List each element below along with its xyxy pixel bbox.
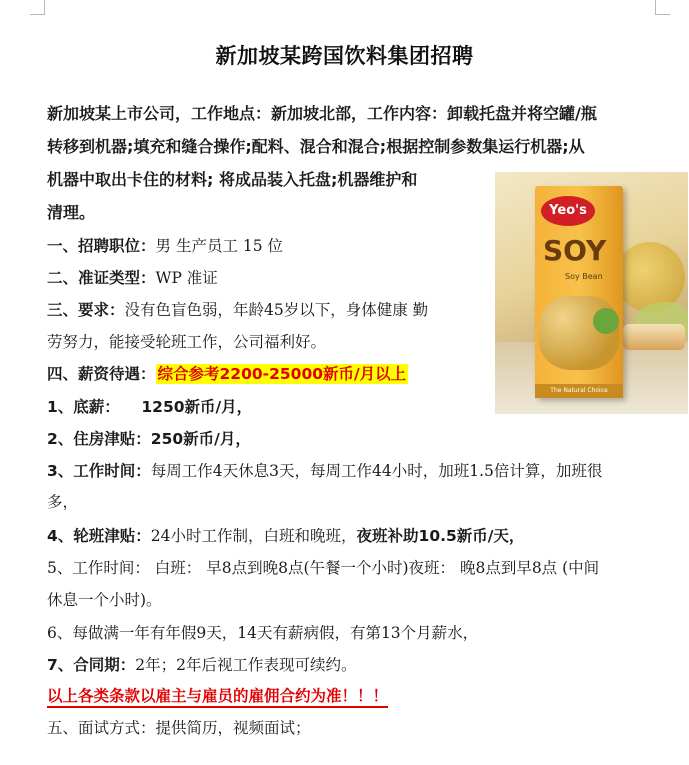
item-work-time-cont: 多， (47, 493, 79, 511)
item-base-salary-label: 1、底薪： (47, 398, 120, 416)
item-work-time (47, 461, 602, 481)
section-salary-label: 四、薪资待遇： (47, 365, 156, 383)
page-corner-mark-right (655, 0, 670, 15)
notice-text: 以上各类条款以雇主与雇员的雇佣合约为准！！！ (47, 687, 388, 708)
photo-bread (623, 324, 685, 350)
section-interview: 五、面试方式：提供简历，视频面试； (47, 719, 311, 737)
soy-leaf-image (593, 308, 619, 334)
pack-footer: The Natural Choice (535, 384, 623, 398)
section-requirements (47, 300, 428, 320)
intro-line-1: 新加坡某上市公司，工作地点：新加坡北部，工作内容：卸载托盘并将空罐/瓶 (47, 104, 597, 123)
item-work-time-label: 3、工作时间： (47, 462, 151, 480)
salary-highlight: 综合参考2200-25000新币/月以上 (157, 365, 407, 383)
item-contract-label: 7、合同期： (47, 656, 136, 674)
section-permit (47, 268, 218, 288)
section-permit-text: WP 准证 (155, 269, 218, 287)
brand-logo: Yeo's (541, 196, 595, 226)
item-leave: 6、每做满一年有年假9天，14天有薪病假，有第13个月薪水， (47, 624, 479, 642)
document-title: 新加坡某跨国饮料集团招聘 (215, 44, 474, 68)
intro-line-2: 转移到机器;填充和缝合操作;配料、混合和混合;根据控制参数集运行机器;从 (47, 137, 585, 156)
item-shift-allowance (47, 526, 524, 546)
item-shift-hours: 5、工作时间： 白班： 早8点到晚8点(午餐一个小时)夜班： 晚8点到早8点 (中间 (47, 559, 600, 577)
section-requirements-cont: 劳努力，能接受轮班工作，公司福利好。 (47, 333, 327, 351)
intro-line-4: 清理。 (47, 203, 96, 222)
item-shift-allowance-bold: 夜班补助10.5新币/天， (356, 527, 525, 545)
section-salary (47, 364, 408, 384)
item-base-salary (47, 397, 252, 417)
item-shift-allowance-text: 24小时工作制，白班和晚班， (150, 527, 357, 545)
page-corner-mark-left (30, 0, 45, 15)
section-permit-label: 二、准证类型： (47, 269, 156, 287)
soy-drink-pack (535, 186, 623, 398)
photo-fruit-bg (615, 242, 685, 312)
section-position-label: 一、招聘职位： (47, 237, 156, 255)
product-photo (495, 172, 688, 414)
intro-line-3: 机器中取出卡住的材料; 将成品装入托盘;机器维护和 (47, 170, 418, 189)
item-work-time-text: 每周工作4天休息3天，每周工作44小时，加班1.5倍计算，加班很 (150, 462, 603, 480)
section-requirements-label: 三、要求： (47, 301, 125, 319)
section-requirements-text: 没有色盲色弱，年龄45岁以下，身体健康 勤 (124, 301, 429, 319)
section-position-text: 男 生产员工 15 位 (155, 237, 284, 255)
item-shift-hours-cont: 休息一个小时)。 (47, 591, 162, 609)
item-housing (47, 429, 251, 449)
item-contract-text: 2年；2年后视工作表现可续约。 (135, 656, 357, 674)
item-shift-allowance-label: 4、轮班津贴： (47, 527, 151, 545)
item-base-salary-text: 1250新币/月， (119, 398, 253, 416)
item-contract (47, 655, 357, 675)
product-subtitle: Soy Bean (565, 272, 603, 281)
item-housing-label: 2、住房津贴： (47, 430, 151, 448)
section-position (47, 236, 283, 256)
item-housing-text: 250新币/月， (150, 430, 251, 448)
product-name: SOY (543, 234, 607, 267)
notice-line (47, 686, 388, 706)
